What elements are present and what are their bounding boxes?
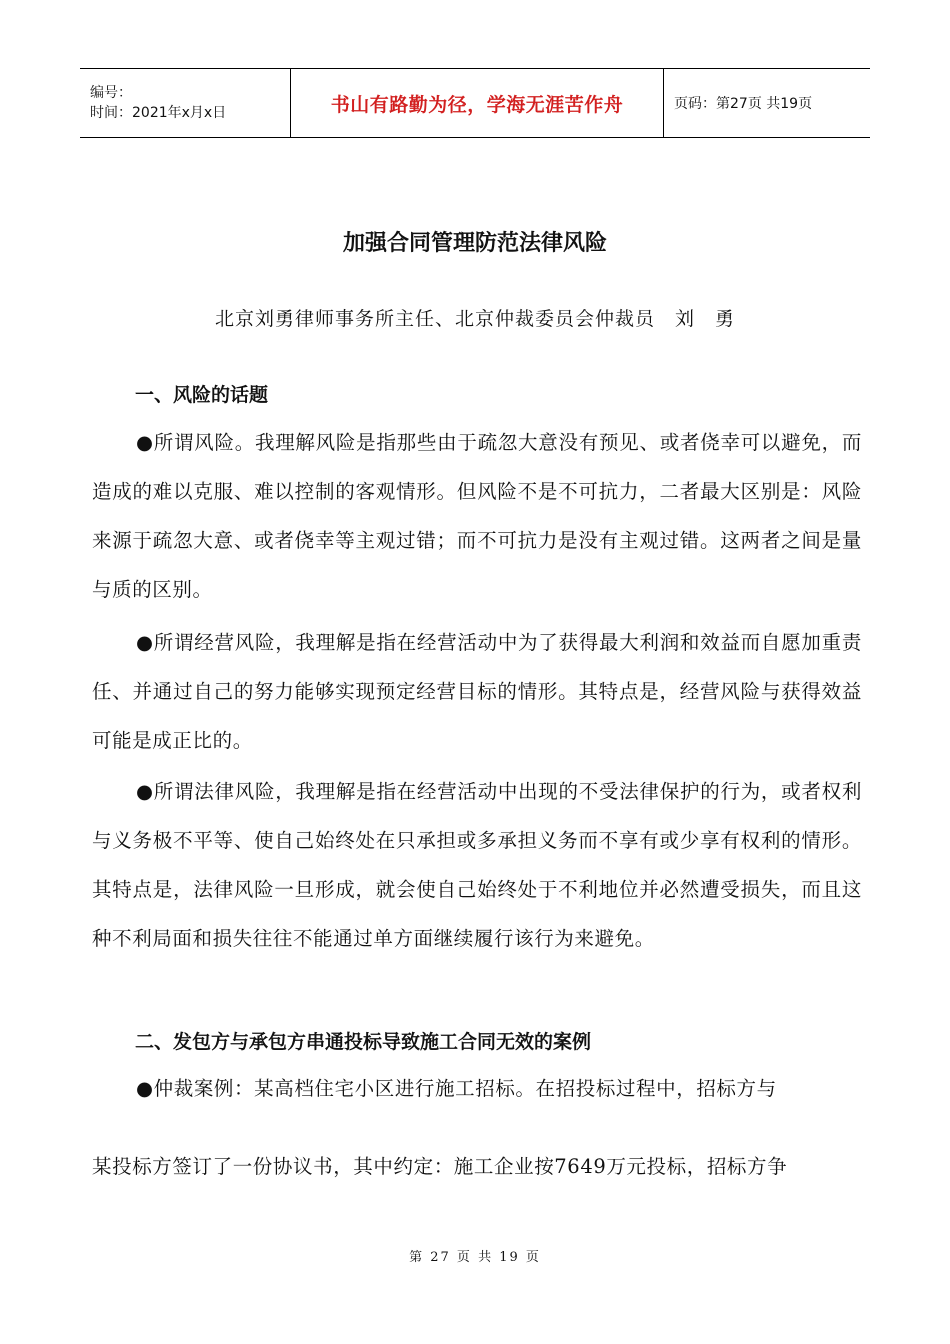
header-motto: 书山有路勤为径，学海无涯苦作舟 (330, 93, 624, 116)
document-author: 北京刘勇律师事务所主任、北京仲裁委员会仲裁员 刘 勇 (214, 308, 735, 330)
paragraph-case-line-1: ●仲裁案例：某高档住宅小区进行施工招标。在招投标过程中，招标方与 (136, 1077, 777, 1100)
header-page-info: 页码：第27页 共19页 (674, 96, 813, 112)
paragraph-risk-definition: ●所谓风险。我理解风险是指那些由于疏忽大意没有预见、或者侥幸可以避免，而造成的难以克服、难以控制的客观情形。但风险不是不可抗力，二者最大区别是：风险来源于疏忽大意、或者侥幸等主观过错；而不可抗力是没有主观过错。这两者之间是量与质的区别。 (92, 431, 862, 601)
section-heading-2: 二、发包方与承包方串通投标导致施工合同无效的案例 (135, 1031, 592, 1053)
paragraph-business-risk: ●所谓经营风险，我理解是指在经营活动中为了获得最大利润和效益而自愿加重责任、并通过自己的努力能够实现预定经营目标的情形。其特点是，经营风险与获得效益可能是成正比的。 (92, 631, 862, 752)
section-heading-1: 一、风险的话题 (135, 384, 269, 406)
page-header (80, 68, 870, 138)
header-meta (80, 69, 290, 137)
page-footer: 第 27 页 共 19 页 (409, 1250, 541, 1265)
document-title: 加强合同管理防范法律风险 (342, 231, 607, 256)
doc-number-label: 编号： (90, 85, 132, 101)
doc-time-label: 时间：2021年x月x日 (90, 105, 227, 121)
paragraph-legal-risk: ●所谓法律风险，我理解是指在经营活动中出现的不受法律保护的行为，或者权利与义务极不平等、使自己始终处在只承担或多承担义务而不享有或少享有权利的情形。其特点是，法律风险一旦形成，就会使自己始终处于不利地位并必然遭受损失，而且这种不利局面和损失往往不能通过单方面继续履行该行为来避免。 (92, 780, 862, 950)
header-motto-cell (290, 69, 664, 137)
header-page-info-cell (664, 69, 870, 137)
paragraph-case-line-2: 某投标方签订了一份协议书，其中约定：施工企业按7649万元投标，招标方争 (92, 1155, 788, 1178)
